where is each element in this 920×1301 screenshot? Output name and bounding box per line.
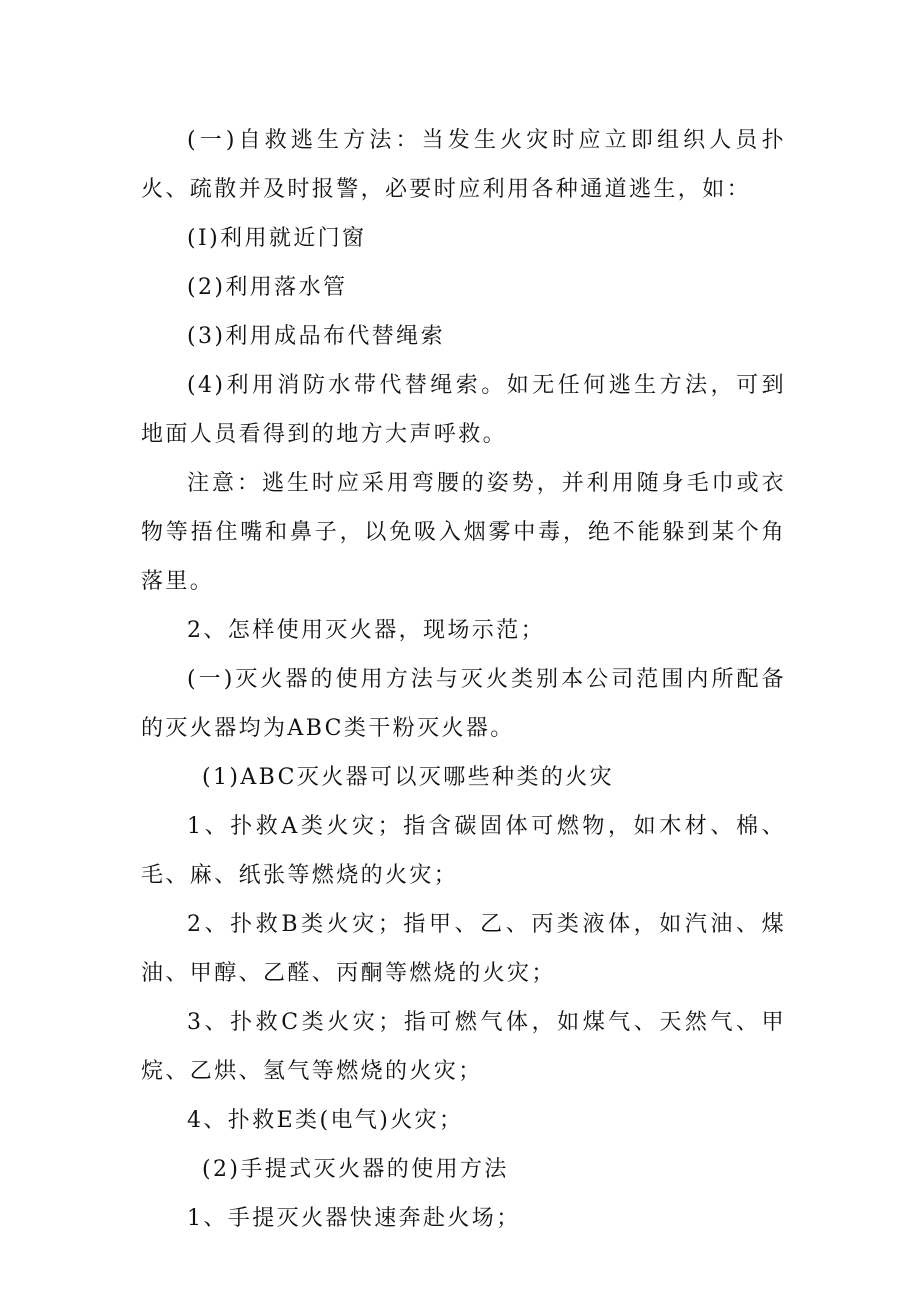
document-body: [141, 116, 786, 1243]
list-item-step-1: 1、手提灭火器快速奔赴火场；: [187, 1206, 521, 1231]
list-item-doors-windows: (I)利用就近门窗: [187, 226, 367, 251]
list-item-class-b: 2、扑救B类火灾；指甲、乙、丙类液体，如汽油、煤油、甲醇、乙醛、丙酮等燃烧的火灾；: [141, 912, 786, 986]
list-item-class-c: 3、扑救C类火灾；指可燃气体，如煤气、天然气、甲烷、乙烘、氢气等燃烧的火灾；: [141, 1010, 786, 1084]
paragraph-extinguisher-types: (一)灭火器的使用方法与灭火类别本公司范围内所配备的灭火器均为ABC类干粉灭火器。: [141, 667, 786, 741]
subheading-usage: (2)手提式灭火器的使用方法: [202, 1157, 509, 1182]
list-item-drainpipe: (2)利用落水管: [187, 275, 348, 300]
list-item-fire-hose: (4)利用消防水带代替绳索。如无任何逃生方法，可到地面人员看得到的地方大声呼救。: [141, 373, 786, 447]
paragraph-note: 注意：逃生时应采用弯腰的姿势，并利用随身毛巾或衣物等捂住嘴和鼻子，以免吸入烟雾中毒，绝不能躲到某个角落里。: [141, 471, 786, 594]
subheading-abc-classes: (1)ABC灭火器可以灭哪些种类的火灾: [202, 765, 615, 790]
paragraph-self-rescue: (一)自救逃生方法：当发生火灾时应立即组织人员扑火、疏散并及时报警，必要时应利用各种通道逃生，如：: [141, 128, 786, 202]
section-heading-extinguisher: 2、怎样使用灭火器，现场示范；: [187, 618, 545, 643]
list-item-class-e: 4、扑救E类(电气)火灾；: [187, 1108, 464, 1133]
list-item-cloth-rope: (3)利用成品布代替绳索: [187, 324, 445, 349]
list-item-class-a: 1、扑救A类火灾；指含碳固体可燃物，如木材、棉、毛、麻、纸张等燃烧的火灾；: [141, 814, 786, 888]
